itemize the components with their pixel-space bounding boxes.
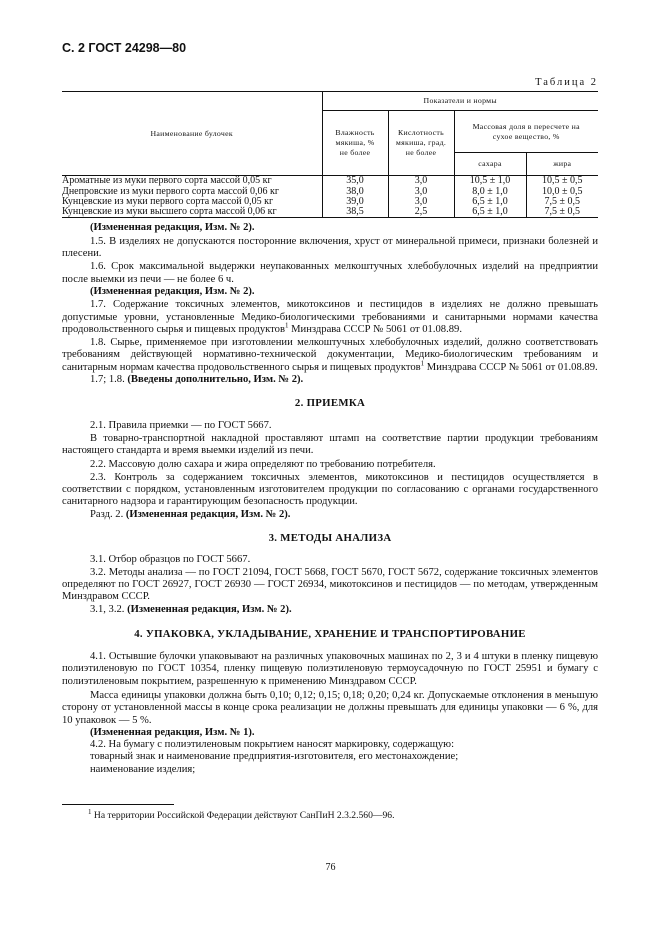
header-acidity-line2: мякиша, град. bbox=[395, 138, 447, 148]
paragraph-2-1: 2.1. Правила приемки — по ГОСТ 5667. bbox=[90, 419, 272, 431]
row-fat: 10,0 ± 0,5 bbox=[526, 187, 598, 197]
row-moisture: 38,5 bbox=[322, 207, 388, 218]
amendment-text: (Измененная редакция, Изм. № 2). bbox=[127, 603, 292, 615]
table-header-name: Наименование булочек bbox=[62, 92, 322, 176]
row-moisture: 39,0 bbox=[322, 197, 388, 207]
amendment-note: (Измененная редакция, Изм. № 2). bbox=[90, 285, 255, 297]
page-number: 76 bbox=[325, 862, 336, 873]
table-2 bbox=[62, 91, 598, 218]
footnote bbox=[88, 807, 395, 822]
table-header-mass bbox=[454, 111, 598, 153]
table-header-fat: жира bbox=[526, 153, 598, 176]
row-acidity: 3,0 bbox=[388, 197, 454, 207]
row-fat: 7,5 ± 0,5 bbox=[526, 197, 598, 207]
header-acidity-line3: не более bbox=[405, 148, 437, 158]
row-moisture: 35,0 bbox=[322, 176, 388, 187]
header-moisture-line2: мякиша, % bbox=[335, 138, 375, 148]
header-mass-line2: сухое вещество, % bbox=[492, 131, 560, 141]
marking-item: товарный знак и наименование предприятия-изготовителя, его местонахождение; bbox=[90, 751, 459, 763]
paragraph-1-6: 1.6. Срок максимальной выдержки неупакованных мелкоштучных хлебобулочных изделий на предприятии после выемки из печи — не более 6 ч. bbox=[62, 261, 598, 285]
header-moisture-line3: не более bbox=[339, 148, 371, 158]
amendment-prefix: 3.1, 3.2. bbox=[90, 603, 128, 615]
paragraph-1-8 bbox=[62, 337, 598, 374]
row-moisture: 38,0 bbox=[322, 187, 388, 197]
amendment-prefix: Разд. 2. bbox=[90, 508, 126, 520]
page-content bbox=[62, 40, 598, 776]
row-sugar: 6,5 ± 1,0 bbox=[454, 207, 526, 218]
section-title-4: 4. УПАКОВКА, УКЛАДЫВАНИЕ, ХРАНЕНИЕ И ТРАНСПОРТИРОВАНИЕ bbox=[134, 627, 526, 640]
paragraph-4-1: 4.1. Остывшие булочки упаковывают на различных упаковочных машинах по 2, 3 и 4 штуки в пленку пищевую полиэтиленовую по ГОСТ 10354, пленку пищевую полиэтиленовую термоусадочную по ГОСТ 25951 и бумагу с полиэтиленовым покрытием, разрешенную к применению Минздравом СССР. bbox=[62, 651, 598, 687]
table-row bbox=[62, 176, 598, 187]
paragraph-1-8-text: 1.8. Сырье, применяемое при изготовлении мелкоштучных хлебобулочных изделий, должно соответствовать требованиям действующей нормативно-технической документации, Медико-биологическим требованиям и санитарным нормам качества продовольственного сырья и пищевых продуктов bbox=[62, 337, 598, 373]
footnote-ref: 1 bbox=[284, 321, 289, 330]
table-header-moisture bbox=[322, 111, 388, 176]
footnote-ref: 1 bbox=[420, 359, 425, 368]
marking-item: наименование изделия; bbox=[90, 763, 196, 775]
footnote-text: На территории Российской Федерации действуют СанПиН 2.3.2.560—96. bbox=[91, 810, 395, 821]
amendment-prefix: 1.7; 1.8. bbox=[90, 374, 128, 386]
paragraph-4-2: 4.2. На бумагу с полиэтиленовым покрытием наносят маркировку, содержащую: bbox=[90, 739, 455, 751]
page-header: С. 2 ГОСТ 24298—80 bbox=[62, 41, 187, 55]
section-title-3: 3. МЕТОДЫ АНАЛИЗА bbox=[268, 532, 392, 545]
table-caption: Таблица 2 bbox=[535, 77, 598, 89]
paragraph-3-1: 3.1. Отбор образцов по ГОСТ 5667. bbox=[90, 554, 251, 566]
amendment-note bbox=[62, 604, 598, 616]
row-name: Днепровские из муки первого сорта массой 0,06 кг bbox=[62, 185, 279, 197]
paragraph-4-1-mass: Масса единицы упаковки должна быть 0,10; 0,12; 0,15; 0,18; 0,20; 0,24 кг. Допускаемые отклонения в меньшую сторону от установленной массы в конце срока реализации не должны превышать для единицы упаковки — 6 %, для 10 упаковок — 5 %. bbox=[62, 689, 598, 726]
amendment-note: (Измененная редакция, Изм. № 1). bbox=[90, 726, 255, 738]
row-sugar: 10,5 ± 1,0 bbox=[454, 176, 526, 187]
amendment-note bbox=[62, 374, 598, 386]
row-acidity: 2,5 bbox=[388, 207, 454, 218]
table-header-group: Показатели и нормы bbox=[322, 92, 598, 111]
paragraph-1-7-text: 1.7. Содержание токсичных элементов, микотоксинов и пестицидов в изделиях не должно превышать допустимые уровни, установленные Медико-биологическими требованиями и санитарными нормами качества продовольственного сырья и пищевых продуктов bbox=[62, 299, 598, 335]
row-sugar: 6,5 ± 1,0 bbox=[454, 197, 526, 207]
paragraph-3-2: 3.2. Методы анализа — по ГОСТ 21094, ГОСТ 5668, ГОСТ 5670, ГОСТ 5672, содержание токсичных элементов определяют по ГОСТ 26927, ГОСТ 26930 — ГОСТ 26934, микотоксинов и пестицидов — по методам, утвержденным Минздравом СССР. bbox=[62, 566, 598, 603]
amendment-text: (Введены дополнительно, Изм. № 2). bbox=[127, 374, 304, 386]
paragraph-1-8-tail: Минздрава СССР № 5061 от 01.08.89. bbox=[424, 361, 598, 373]
table-header-sugar: сахара bbox=[454, 153, 526, 176]
footnote-divider bbox=[62, 804, 174, 805]
row-name: Кунцевские из муки высшего сорта массой 0,06 кг bbox=[62, 207, 322, 218]
row-name: Кунцевские из муки первого сорта массой 0,05 кг bbox=[62, 195, 274, 207]
row-fat: 10,5 ± 0,5 bbox=[526, 176, 598, 187]
amendment-note: (Измененная редакция, Изм. № 2). bbox=[90, 222, 255, 234]
paragraph-2-2: 2.2. Массовую долю сахара и жира определяют по требованию потребителя. bbox=[90, 458, 436, 470]
row-acidity: 3,0 bbox=[388, 187, 454, 197]
table-header-acidity bbox=[388, 111, 454, 176]
section-title-2: 2. ПРИЕМКА bbox=[294, 397, 366, 410]
amendment-text: (Измененная редакция, Изм. № 2). bbox=[125, 508, 291, 520]
table-row bbox=[62, 207, 598, 218]
row-name: Ароматные из муки первого сорта массой 0,05 кг bbox=[62, 175, 272, 187]
paragraph-2-1-note: В товарно-транспортной накладной проставляют штамп на соответствие партии продукции требованиям настоящего стандарта и время выемки изделий из печи. bbox=[62, 432, 598, 457]
footnote-marker: 1 bbox=[88, 807, 92, 816]
row-fat: 7,5 ± 0,5 bbox=[526, 207, 598, 218]
header-moisture-line1: Влажность bbox=[335, 128, 375, 138]
paragraph-1-5: 1.5. В изделиях не допускаются посторонние включения, хруст от минеральной примеси, признаки болезней и плесени. bbox=[62, 235, 598, 260]
row-acidity: 3,0 bbox=[388, 176, 454, 187]
paragraph-1-7-tail: Минздрава СССР № 5061 от 01.08.89. bbox=[288, 323, 462, 335]
paragraph-2-3: 2.3. Контроль за содержанием токсичных элементов, микотоксинов и пестицидов осуществляется в соответствии с порядком, установленным изготовителем продукции по согласованию с органами государственного санитарного надзора и гарантирующим безопасность продукции. bbox=[62, 471, 598, 508]
amendment-note bbox=[62, 509, 598, 521]
header-mass-line1: Массовая доля в пересчете на bbox=[472, 121, 580, 131]
header-acidity-line1: Кислотность bbox=[398, 128, 444, 138]
row-sugar: 8,0 ± 1,0 bbox=[454, 187, 526, 197]
paragraph-1-7 bbox=[62, 299, 598, 336]
